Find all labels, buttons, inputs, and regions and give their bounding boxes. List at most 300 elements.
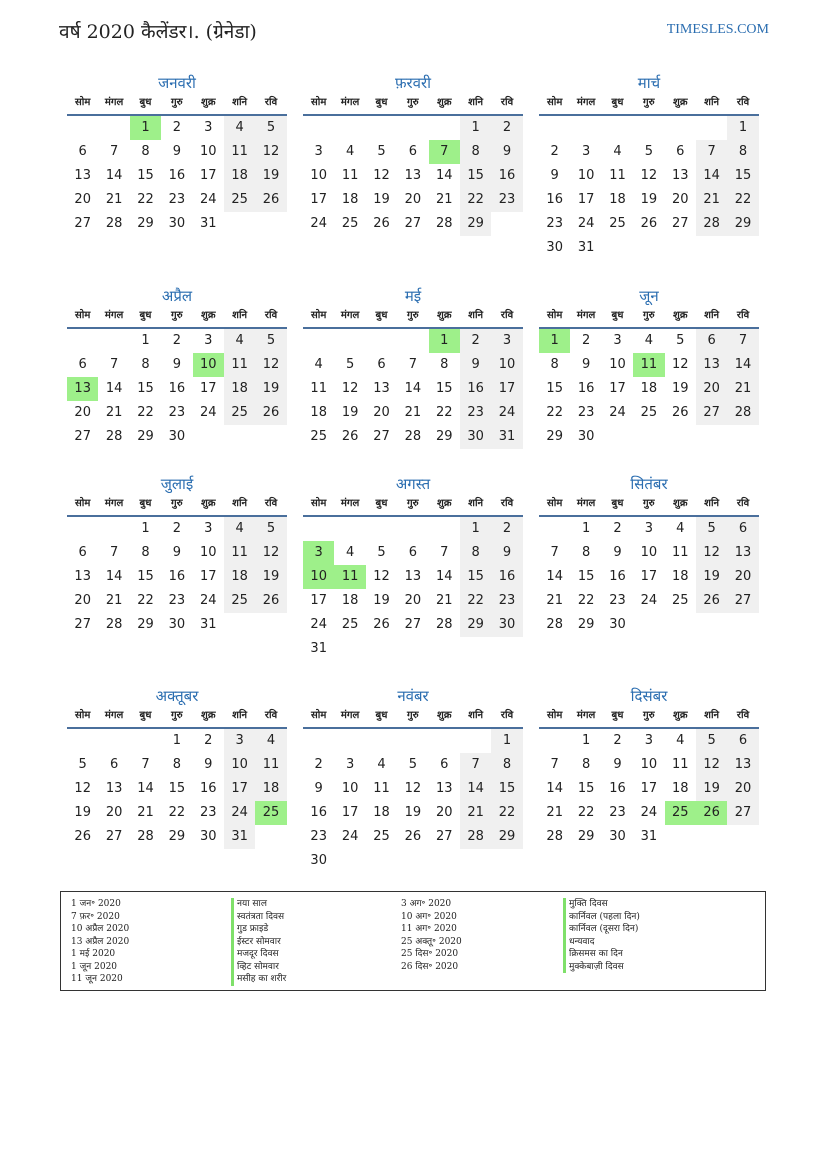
day-cell: 3 <box>491 329 522 353</box>
day-cell: 6 <box>109 757 119 772</box>
day-cell: 25 <box>224 188 255 212</box>
weekday-header <box>303 307 523 329</box>
day-cell: 10 <box>310 168 327 183</box>
day-cell: 18 <box>609 192 626 207</box>
empty-cell <box>366 517 397 541</box>
empty-cell <box>98 517 129 541</box>
day-cell: 19 <box>404 805 422 820</box>
day-cell: 16 <box>491 565 522 589</box>
weekday-header <box>303 707 523 729</box>
weekday-header <box>67 307 287 329</box>
day-cell: 1 <box>460 517 491 541</box>
holiday-day-cell: 13 <box>67 377 98 401</box>
holiday-day-cell: 11 <box>334 565 365 589</box>
day-cell: 25 <box>373 829 390 844</box>
day-cell: 4 <box>644 333 653 348</box>
day-cell: 17 <box>577 192 595 207</box>
empty-cell <box>397 517 428 541</box>
holiday-day-cell: 25 <box>255 801 286 825</box>
day-cell: 1 <box>172 733 181 748</box>
day-cell: 14 <box>435 569 453 584</box>
weekday-label: मंगल <box>104 310 124 321</box>
month-block <box>303 285 523 449</box>
day-cell: 6 <box>696 329 727 353</box>
day-cell: 11 <box>609 168 626 183</box>
day-grid <box>539 116 759 260</box>
weekday-label: गुरु <box>643 710 655 721</box>
legend-holiday-name: गुड फ्राइडे <box>231 923 286 936</box>
day-cell: 27 <box>74 617 91 632</box>
day-cell: 21 <box>460 801 491 825</box>
day-cell: 27 <box>404 216 422 231</box>
legend-date: 1 मई 2020 <box>71 949 116 959</box>
day-cell: 28 <box>105 216 123 231</box>
day-cell: 3 <box>581 144 591 159</box>
day-cell: 10 <box>640 757 658 772</box>
holiday-day-cell: 1 <box>539 329 570 353</box>
day-cell: 19 <box>696 565 727 589</box>
day-cell: 21 <box>696 188 727 212</box>
day-cell: 25 <box>671 593 689 608</box>
day-grid <box>67 116 287 236</box>
empty-cell <box>98 729 129 753</box>
day-grid <box>303 517 523 661</box>
day-cell: 14 <box>435 168 453 183</box>
day-cell: 15 <box>168 781 186 796</box>
day-cell: 9 <box>491 140 522 164</box>
legend-holiday-name: क्रिसमस का दिन <box>563 948 640 961</box>
day-cell: 14 <box>546 569 563 584</box>
day-cell: 16 <box>609 569 626 584</box>
day-cell: 16 <box>199 781 217 796</box>
weekday-label: बुध <box>611 710 624 721</box>
day-cell: 18 <box>341 192 359 207</box>
legend-names-right <box>563 898 640 973</box>
day-cell: 16 <box>609 781 626 796</box>
weekday-header <box>67 94 287 116</box>
day-cell: 19 <box>341 405 359 420</box>
day-cell: 5 <box>696 517 727 541</box>
day-cell: 25 <box>640 405 658 420</box>
month-name: फ़रवरी <box>394 74 432 92</box>
weekday-label: रवि <box>736 710 750 721</box>
empty-cell <box>334 329 365 353</box>
day-cell: 23 <box>491 589 522 613</box>
day-cell: 27 <box>696 401 727 425</box>
legend-holiday-name: व्हिट सोमवार <box>231 961 286 974</box>
day-cell: 26 <box>373 617 390 632</box>
day-cell: 12 <box>640 168 658 183</box>
weekday-label: गुरु <box>171 97 183 108</box>
day-cell: 24 <box>199 405 217 420</box>
day-cell: 28 <box>105 429 123 444</box>
day-cell: 16 <box>168 569 186 584</box>
weekday-label: रवि <box>500 97 514 108</box>
day-cell: 26 <box>255 188 286 212</box>
day-cell: 11 <box>224 140 255 164</box>
legend-holiday-name: स्वतंत्रता दिवस <box>231 911 286 924</box>
weekday-label: रवि <box>500 310 514 321</box>
day-cell: 8 <box>460 140 491 164</box>
month-name: नवंबर <box>397 687 429 705</box>
month-block <box>539 473 759 637</box>
day-cell: 31 <box>199 216 217 231</box>
weekday-label: सोम <box>547 498 563 509</box>
weekday-label: मंगल <box>340 498 360 509</box>
day-cell: 11 <box>341 168 359 183</box>
day-cell: 31 <box>640 829 658 844</box>
day-cell: 3 <box>224 729 255 753</box>
weekday-label: सोम <box>75 498 91 509</box>
day-cell: 13 <box>727 753 758 777</box>
day-cell: 24 <box>224 801 255 825</box>
day-cell: 20 <box>105 805 123 820</box>
holiday-day-cell: 26 <box>696 801 727 825</box>
day-cell: 2 <box>581 333 591 348</box>
weekday-label: गुरु <box>407 498 419 509</box>
day-cell: 15 <box>546 381 563 396</box>
day-cell: 24 <box>341 829 359 844</box>
weekday-label: रवि <box>264 498 278 509</box>
weekday-label: शनि <box>232 710 248 721</box>
day-cell: 17 <box>224 777 255 801</box>
month-name: जुलाई <box>160 475 194 493</box>
day-cell: 27 <box>373 429 390 444</box>
holiday-day-cell: 11 <box>633 353 664 377</box>
day-cell: 30 <box>546 240 563 255</box>
weekday-label: सोम <box>547 710 563 721</box>
day-cell: 16 <box>577 381 595 396</box>
weekday-label: शनि <box>468 97 484 108</box>
day-cell: 12 <box>404 781 422 796</box>
legend-date: 1 जन॰ 2020 <box>71 899 121 909</box>
holiday-day-cell: 10 <box>193 353 224 377</box>
legend-holiday-name: मजदूर दिवस <box>231 948 286 961</box>
day-cell: 2 <box>491 116 522 140</box>
day-cell: 22 <box>168 805 186 820</box>
legend-holiday-name: मुक्केबाज़ी दिवस <box>563 961 640 974</box>
day-cell: 2 <box>550 144 559 159</box>
day-cell: 16 <box>546 192 563 207</box>
weekday-label: शुक्र <box>673 97 688 108</box>
day-cell: 10 <box>199 545 217 560</box>
day-cell: 30 <box>168 617 186 632</box>
day-cell: 13 <box>671 168 689 183</box>
day-cell: 23 <box>577 405 595 420</box>
month-block <box>303 473 523 661</box>
day-cell: 7 <box>440 545 449 560</box>
day-cell: 14 <box>105 168 123 183</box>
day-cell: 20 <box>404 593 422 608</box>
day-grid <box>539 517 759 637</box>
day-cell: 21 <box>404 405 422 420</box>
month-name: सितंबर <box>630 475 668 493</box>
weekday-header <box>539 94 759 116</box>
day-cell: 3 <box>204 333 213 348</box>
day-cell: 8 <box>141 357 150 372</box>
day-cell: 15 <box>577 569 595 584</box>
weekday-label: सोम <box>75 710 91 721</box>
legend-date: 3 अग॰ 2020 <box>401 899 452 909</box>
day-cell: 20 <box>373 405 390 420</box>
day-cell: 18 <box>341 593 359 608</box>
day-cell: 3 <box>345 757 355 772</box>
weekday-label: रवि <box>500 498 514 509</box>
day-cell: 17 <box>199 569 217 584</box>
day-grid <box>303 329 523 449</box>
day-cell: 17 <box>310 593 327 608</box>
day-cell: 19 <box>255 377 286 401</box>
day-cell: 22 <box>137 405 154 420</box>
weekday-label: मंगल <box>576 710 596 721</box>
weekday-label: गुरु <box>407 310 419 321</box>
day-cell: 19 <box>373 192 390 207</box>
day-cell: 8 <box>172 757 181 772</box>
day-cell: 11 <box>373 781 390 796</box>
month-name: मई <box>404 287 422 305</box>
day-cell: 7 <box>109 357 119 372</box>
day-cell: 24 <box>609 405 626 420</box>
day-cell: 25 <box>341 617 359 632</box>
day-cell: 11 <box>671 757 689 772</box>
day-cell: 31 <box>199 617 217 632</box>
day-cell: 18 <box>224 565 255 589</box>
weekday-header <box>303 94 523 116</box>
day-cell: 27 <box>671 216 689 231</box>
weekday-label: बुध <box>139 97 152 108</box>
day-cell: 1 <box>141 521 150 536</box>
day-cell: 23 <box>546 216 563 231</box>
day-cell: 9 <box>581 357 591 372</box>
day-cell: 28 <box>105 617 123 632</box>
day-cell: 31 <box>224 825 255 849</box>
weekday-label: मंगल <box>576 97 596 108</box>
weekday-label: शनि <box>704 97 720 108</box>
day-cell: 23 <box>168 405 186 420</box>
weekday-label: सोम <box>547 97 563 108</box>
legend-holiday-name: कार्निवल (दूसरा दिन) <box>563 923 640 936</box>
weekday-label: गुरु <box>171 310 183 321</box>
brand-link[interactable]: TIMESLES.COM <box>666 22 769 37</box>
day-cell: 14 <box>105 381 123 396</box>
day-cell: 22 <box>435 405 453 420</box>
day-cell: 9 <box>172 357 181 372</box>
weekday-label: गुरु <box>643 310 655 321</box>
day-cell: 9 <box>613 757 622 772</box>
day-cell: 4 <box>676 521 685 536</box>
day-cell: 19 <box>373 593 390 608</box>
day-cell: 28 <box>137 829 154 844</box>
holiday-day-cell: 1 <box>429 329 460 353</box>
day-cell: 10 <box>224 753 255 777</box>
day-cell: 30 <box>168 216 186 231</box>
day-cell: 17 <box>491 377 522 401</box>
day-cell: 24 <box>310 617 327 632</box>
day-cell: 9 <box>314 781 323 796</box>
day-cell: 5 <box>377 144 386 159</box>
day-cell: 20 <box>435 805 453 820</box>
day-cell: 29 <box>491 825 522 849</box>
day-cell: 2 <box>204 733 213 748</box>
day-cell: 12 <box>255 353 286 377</box>
day-cell: 19 <box>640 192 658 207</box>
empty-cell <box>429 116 460 140</box>
day-cell: 26 <box>696 589 727 613</box>
weekday-label: शनि <box>468 498 484 509</box>
empty-cell <box>303 329 334 353</box>
day-cell: 28 <box>435 216 453 231</box>
day-cell: 22 <box>727 188 758 212</box>
day-cell: 29 <box>460 212 491 236</box>
day-cell: 23 <box>609 805 626 820</box>
day-grid <box>303 116 523 236</box>
weekday-label: रवि <box>264 710 278 721</box>
weekday-label: बुध <box>375 97 388 108</box>
day-cell: 5 <box>408 757 417 772</box>
weekday-label: बुध <box>375 498 388 509</box>
day-cell: 15 <box>460 565 491 589</box>
day-cell: 6 <box>440 757 449 772</box>
day-cell: 27 <box>74 429 91 444</box>
weekday-label: शनि <box>232 310 248 321</box>
day-cell: 23 <box>168 192 186 207</box>
day-cell: 26 <box>640 216 658 231</box>
empty-cell <box>429 729 460 753</box>
day-cell: 13 <box>74 569 91 584</box>
empty-cell <box>696 116 727 140</box>
day-cell: 18 <box>671 569 689 584</box>
month-name: जनवरी <box>158 74 196 92</box>
day-cell: 30 <box>609 617 626 632</box>
day-cell: 17 <box>341 805 359 820</box>
weekday-label: शुक्र <box>437 310 452 321</box>
day-cell: 4 <box>224 116 255 140</box>
weekday-label: शुक्र <box>437 498 452 509</box>
day-cell: 3 <box>204 120 213 135</box>
day-cell: 25 <box>609 216 626 231</box>
day-cell: 3 <box>613 333 622 348</box>
weekday-label: गुरु <box>643 498 655 509</box>
empty-cell <box>334 729 365 753</box>
weekday-label: बुध <box>375 710 388 721</box>
weekday-label: शुक्र <box>201 310 216 321</box>
day-cell: 5 <box>255 517 286 541</box>
day-cell: 27 <box>404 617 422 632</box>
day-cell: 18 <box>224 164 255 188</box>
day-cell: 22 <box>491 801 522 825</box>
day-cell: 23 <box>460 401 491 425</box>
day-cell: 21 <box>105 405 123 420</box>
day-cell: 30 <box>460 425 491 449</box>
weekday-header <box>303 495 523 517</box>
day-cell: 23 <box>199 805 217 820</box>
day-cell: 8 <box>440 357 449 372</box>
day-cell: 13 <box>435 781 453 796</box>
day-cell: 9 <box>460 353 491 377</box>
legend-dates-left <box>71 898 129 986</box>
day-cell: 6 <box>727 729 758 753</box>
weekday-label: मंगल <box>104 710 124 721</box>
day-cell: 26 <box>671 405 689 420</box>
day-cell: 2 <box>491 517 522 541</box>
month-name: अक्तूबर <box>155 687 199 705</box>
day-cell: 15 <box>137 168 154 183</box>
day-cell: 5 <box>377 545 386 560</box>
day-cell: 21 <box>435 192 453 207</box>
day-cell: 20 <box>727 565 758 589</box>
day-cell: 13 <box>404 168 422 183</box>
holiday-day-cell: 1 <box>130 116 161 140</box>
day-grid <box>303 729 523 873</box>
day-cell: 28 <box>546 617 563 632</box>
weekday-label: शुक्र <box>201 710 216 721</box>
day-cell: 2 <box>172 333 181 348</box>
weekday-label: शनि <box>232 498 248 509</box>
month-name: मार्च <box>637 74 661 92</box>
day-cell: 14 <box>105 569 123 584</box>
holiday-day-cell: 10 <box>303 565 334 589</box>
day-cell: 27 <box>727 801 758 825</box>
day-cell: 24 <box>577 216 595 231</box>
day-cell: 4 <box>255 729 286 753</box>
day-cell: 6 <box>727 517 758 541</box>
legend-dates-right <box>401 898 462 973</box>
weekday-label: शुक्र <box>673 498 688 509</box>
weekday-label: रवि <box>736 498 750 509</box>
weekday-label: शुक्र <box>201 97 216 108</box>
weekday-header <box>67 707 287 729</box>
weekday-label: बुध <box>375 310 388 321</box>
day-cell: 23 <box>310 829 327 844</box>
day-cell: 9 <box>204 757 213 772</box>
day-cell: 15 <box>460 164 491 188</box>
day-cell: 26 <box>74 829 91 844</box>
legend-holiday-name: कार्निवल (पहला दिन) <box>563 911 640 924</box>
day-cell: 19 <box>671 381 689 396</box>
day-cell: 29 <box>435 429 453 444</box>
empty-cell <box>570 116 601 140</box>
day-cell: 22 <box>137 593 154 608</box>
day-cell: 7 <box>460 753 491 777</box>
empty-cell <box>366 329 397 353</box>
day-cell: 3 <box>204 521 213 536</box>
day-cell: 7 <box>727 329 758 353</box>
weekday-label: मंगल <box>340 710 360 721</box>
day-cell: 27 <box>435 829 453 844</box>
day-cell: 6 <box>78 545 87 560</box>
day-cell: 3 <box>314 144 323 159</box>
legend-date: 25 अक्तू॰ 2020 <box>401 936 462 947</box>
day-cell: 6 <box>408 144 417 159</box>
day-cell: 4 <box>613 144 622 159</box>
day-cell: 10 <box>199 144 217 159</box>
day-cell: 28 <box>696 212 727 236</box>
day-grid <box>539 329 759 449</box>
day-cell: 8 <box>141 545 150 560</box>
day-cell: 19 <box>74 805 91 820</box>
day-cell: 14 <box>727 353 758 377</box>
weekday-label: गुरु <box>407 710 419 721</box>
page-title: वर्ष 2020 कैलेंडर।. (ग्रेनेडा) <box>59 21 257 43</box>
day-cell: 12 <box>696 541 727 565</box>
month-name: जून <box>639 287 659 305</box>
day-cell: 11 <box>310 381 327 396</box>
empty-cell <box>303 517 334 541</box>
empty-cell <box>539 517 570 541</box>
empty-cell <box>539 729 570 753</box>
day-cell: 26 <box>255 401 286 425</box>
day-cell: 7 <box>109 545 119 560</box>
